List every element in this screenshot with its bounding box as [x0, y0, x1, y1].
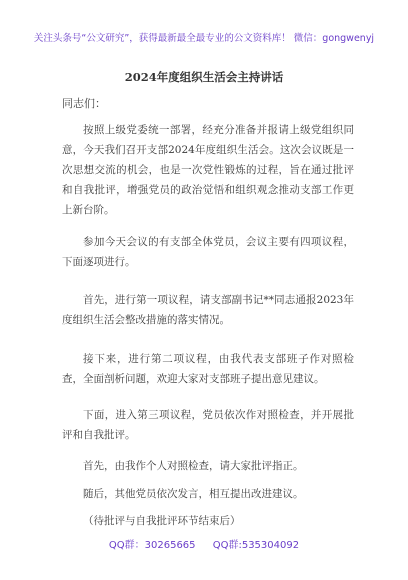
- footer-qq-group-2: QQ群:535304092: [212, 540, 300, 551]
- paragraph-intro: 按照上级党委统一部署，经充分准备并报请上级党组织同意，今天我们召开支部2024年度组织生活会。这次会议既是一次思想交流的机会，也是一次党性锻炼的过程，旨在通过批评和自我批评，增强党员的政治觉悟和组织观念推动支部工作更上新台阶。: [62, 124, 354, 216]
- paragraph-self-review: 首先，由我作个人对照检查，请大家批评指正。: [83, 460, 304, 472]
- document-title: 2024年度组织生活会主持讲话: [124, 70, 284, 84]
- footer-contact: [0, 536, 408, 551]
- footer-qq-group-1: QQ群：30265665: [108, 540, 196, 551]
- paragraph-item-1: 首先，进行第一项议程，请支部副书记**同志通报2023年度组织生活会整改措施的落实情况。: [62, 294, 354, 326]
- paragraph-item-2: 接下来，进行第二项议程，由我代表支部班子作对照检查，全面剖析问题，欢迎大家对支部班子提出意见建议。: [62, 353, 354, 385]
- header-notice: 关注头条号“公文研究”，获得最新最全最专业的公文资料库！ 微信：gongwenyj: [33, 33, 375, 44]
- salutation: 同志们：: [62, 97, 106, 110]
- paragraph-note: （待批评与自我批评环节结束后）: [83, 515, 241, 527]
- paragraph-agenda: 参加今天会议的有支部全体党员，会议主要有四项议程，下面逐项进行。: [62, 236, 354, 268]
- paragraph-others: 随后，其他党员依次发言，相互提出改进建议。: [83, 488, 304, 500]
- paragraph-item-3: 下面，进入第三项议程，党员依次作对照检查，并开展批评和自我批评。: [62, 409, 354, 441]
